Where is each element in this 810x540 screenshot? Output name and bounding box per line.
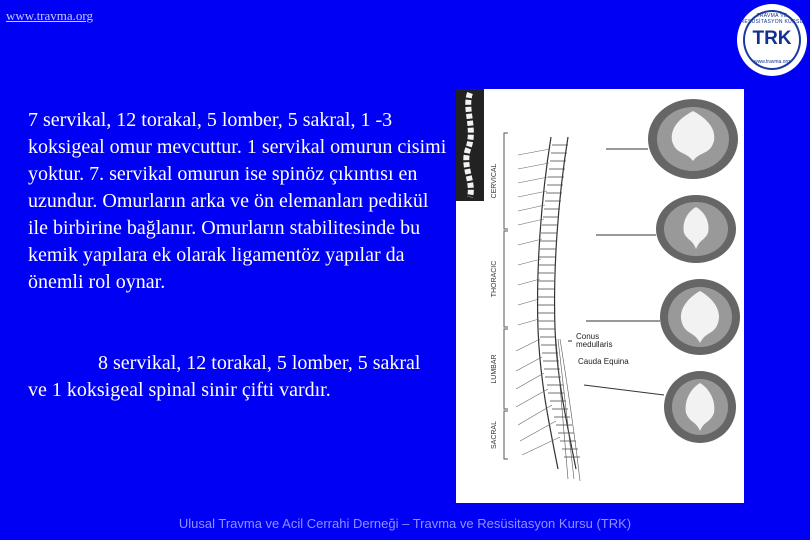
footer-text: Ulusal Travma ve Acil Cerrahi Derneği – Travma ve Resüsitasyon Kursu (TRK)	[178, 516, 632, 531]
annotation-cauda-equina: Cauda Equina	[578, 357, 629, 366]
vertebral-column	[538, 137, 576, 469]
website-link[interactable]: www.travma.org	[6, 8, 94, 23]
cross-section-thoracic	[596, 195, 736, 263]
label-thoracic: THORACIC	[491, 260, 498, 298]
region-brackets	[504, 133, 508, 459]
label-lumbar: LUMBAR	[491, 354, 498, 384]
cauda-equina	[556, 339, 580, 481]
cross-section-cervical	[606, 99, 738, 179]
spinal-cord-figure	[456, 89, 744, 503]
label-sacral: SACRAL	[491, 420, 498, 450]
logo-arc-bottom-text: www.travma.org	[754, 59, 790, 65]
spinal-nerves-paragraph: 8 servikal, 12 torakal, 5 lomber, 5 sakral ve 1 koksigeal spinal sinir çifti vardır.	[28, 352, 421, 401]
spine-thumbnail	[456, 89, 484, 201]
logo-arc-top-text: TRAVMA VE RESÜSİTASYON KURSU	[740, 13, 804, 25]
trk-logo	[737, 4, 807, 76]
annotation-conus: Conus	[576, 332, 600, 341]
vertebrae-paragraph: 7 servikal, 12 torakal, 5 lomber, 5 sakral, 1 -3 koksigeal omur mevcuttur. 1 servikal omurun cisimi yoktur. 7. servikal omurun ise spinöz çıkıntısı en uzundur. Omurların arka ve ön elemanları pedikül ile birbirine bağlanır. Omurların stabilitesinde bu kemik yapılara ek olarak ligamentöz yapılar da önemli rol oynar.	[28, 109, 447, 293]
cross-section-sacral	[584, 371, 736, 443]
logo-abbreviation: TRK	[752, 28, 792, 49]
label-cervical: CERVICAL	[491, 163, 498, 199]
spinal-cord-illustration	[456, 89, 744, 503]
annotation-medullaris: medullaris	[576, 340, 613, 349]
